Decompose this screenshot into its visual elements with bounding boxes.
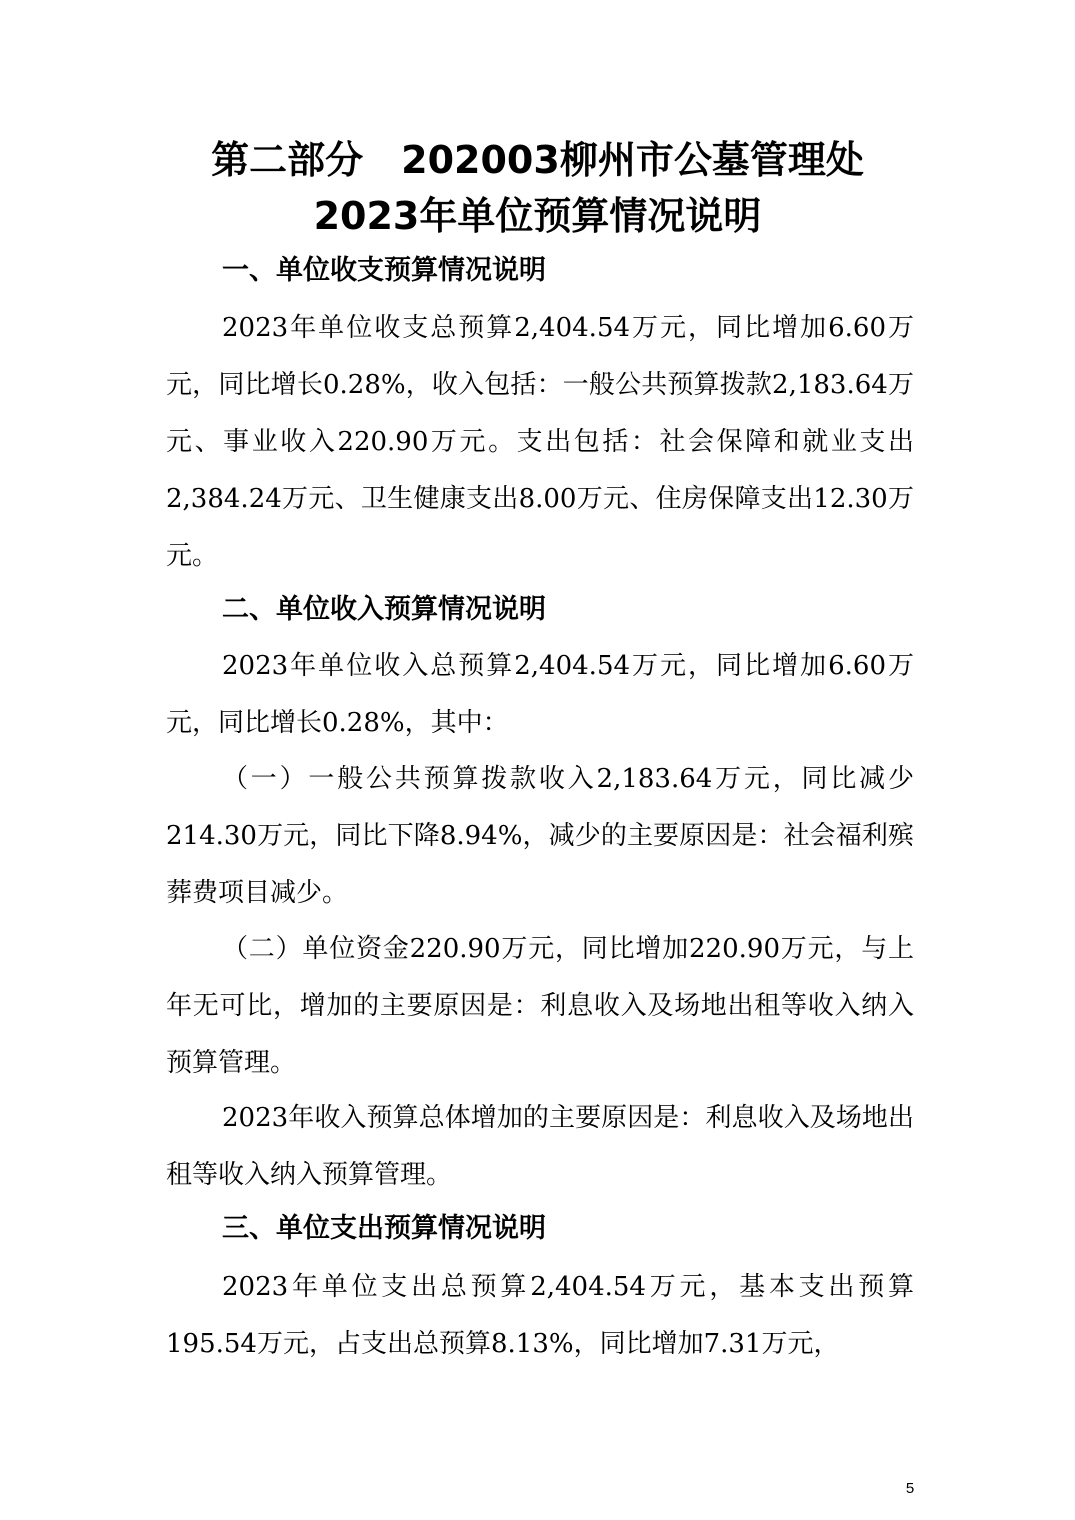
paragraph-expense-summary: 2023年单位支出总预算2,404.54万元，基本支出预算195.54万元，占支出总预算8.13%，同比增加7.31万元，: [166, 1272, 914, 1359]
paragraph-unit-funds: （二）单位资金220.90万元，同比增加220.90万元，与上年无可比，增加的主要原因是：利息收入及场地出租等收入纳入预算管理。: [166, 934, 914, 1078]
section-heading-2: 二、单位收入预算情况说明: [222, 594, 546, 625]
page-title-line-2: 2023年单位预算情况说明: [313, 194, 762, 238]
paragraph-income-increase-reason: 2023年收入预算总体增加的主要原因是：利息收入及场地出租等收入纳入预算管理。: [166, 1103, 914, 1190]
paragraph-public-budget-appropriation: （一）一般公共预算拨款收入2,183.64万元，同比减少214.30万元，同比下降8.94%，减少的主要原因是：社会福利殡葬费项目减少。: [166, 764, 914, 908]
section-heading-1: 一、单位收支预算情况说明: [222, 255, 546, 286]
paragraph-income-summary: 2023年单位收入总预算2,404.54万元，同比增加6.60万元，同比增长0.28%，其中：: [166, 651, 914, 738]
paragraph-income-expense-summary: 2023年单位收支总预算2,404.54万元，同比增加6.60万元，同比增长0.28%，收入包括：一般公共预算拨款2,183.64万元、事业收入220.90万元。支出包括：社会保障和就业支出2,384.24万元、卫生健康支出8.00万元、住房保障支出12.30万元。: [166, 313, 914, 571]
page-title-line-1: 第二部分 202003柳州市公墓管理处: [211, 138, 864, 182]
section-heading-3: 三、单位支出预算情况说明: [222, 1213, 546, 1244]
page-number: 5: [905, 1480, 915, 1497]
